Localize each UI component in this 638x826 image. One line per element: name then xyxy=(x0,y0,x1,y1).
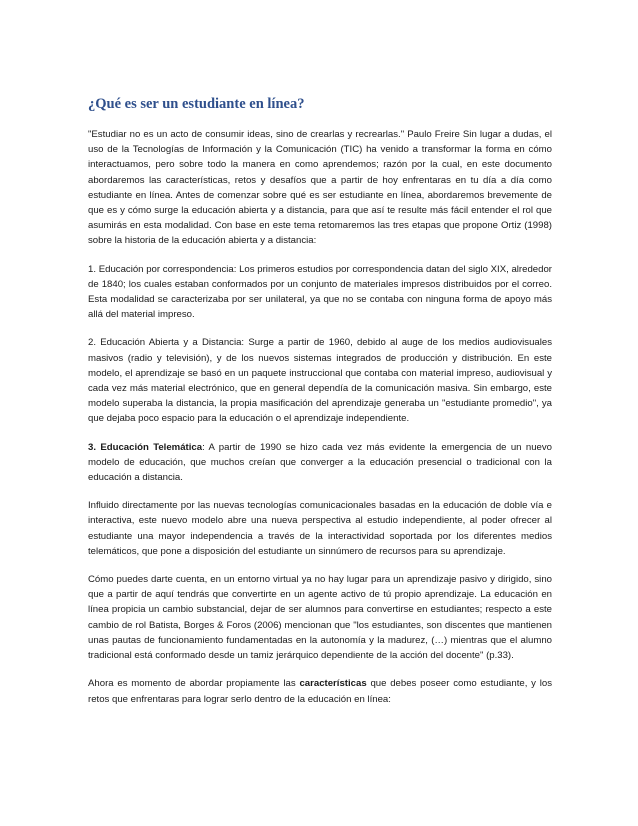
document-page xyxy=(88,95,552,720)
page-title: ¿Qué es ser un estudiante en línea? xyxy=(88,96,305,112)
closing-text-after: que debes poseer como estudiante, y los retos que enfrentaras para lograr serlo dentro de la educación en línea: xyxy=(88,678,552,705)
stage-telematic-text: : A partir de 1990 se hizo cada vez más evidente la emergencia de un nuevo modelo de educación, que muchos creían que converger a la educación presencial o tradicional con la educación a distancia. xyxy=(88,441,552,484)
stage-correspondence-paragraph: 1. Educación por correspondencia: Los primeros estudios por correspondencia datan del siglo XIX, alrededor de 1840; los cuales estaban conformados por un conjunto de materiales impresos distribuidos por el correo. Esta modalidad se caracterizaba por ser unilateral, ya que no se contaba con ninguna forma de apoyo más allá del material impreso. xyxy=(88,263,552,321)
stage-distance-paragraph: 2. Educación Abierta y a Distancia: Surge a partir de 1960, debido al auge de los medios audiovisuales masivos (radio y televisión), y de los nuevos sistemas integrados de producción y distribución. En este modelo, el aprendizaje se basó en un paquete instruccional que contaba con material impreso, audiovisual y cada vez más material electrónico, que en general dependía de la comunicación masiva. Sin embargo, este modelo superaba la distancia, la propia masificación del aprendizaje generaba un "estudiante promedio", ya que dejaba poco espacio para la educación o el aprendizaje independiente. xyxy=(88,337,552,425)
intro-paragraph: "Estudiar no es un acto de consumir ideas, sino de crearlas y recrearlas." Paulo Freire Sin lugar a dudas, el uso de la Tecnologías de Información y la Comunicación (TIC) ha venido a transformar la forma en cómo interactuamos, pero sobre todo la manera en como aprendemos; razón por la cual, en este documento abordaremos las características, retos y desafíos que a partir de hoy enfrentaras en tu día a día como estudiante en línea. Antes de comenzar sobre qué es ser estudiante en línea, abordaremos brevemente de que es y cómo surge la educación abierta y a distancia, para que así te resulte más fácil entender el rol que asumirás en esta modalidad. Con base en este tema retomaremos las tres etapas que propone Ortiz (1998) sobre la historia de la educación abierta y a distancia: xyxy=(88,129,552,247)
stage-telematic-paragraph xyxy=(88,440,552,486)
characteristics-keyword: características xyxy=(299,678,367,690)
influence-paragraph: Influido directamente por las nuevas tecnologías comunicacionales basadas en la educación de doble vía e interactiva, este nuevo modelo abre una nueva perspectiva al estudio independiente, al poder ofrecer al estudiante una mayor independencia a través de la interactividad soportada por los diferentes medios telemáticos, que pone a disposición del estudiante un sinnúmero de recursos para su aprendizaje. xyxy=(88,500,552,557)
closing-text-before: Ahora es momento de abordar propiamente las xyxy=(88,678,300,690)
role-change-paragraph: Cómo puedes darte cuenta, en un entorno virtual ya no hay lugar para un aprendizaje pasivo y dirigido, sino que a partir de aquí tendrás que convertirte en un agente activo de tú propio aprendizaje. La educación en línea propicia un cambio substancial, dejar de ser alumnos para convertirse en estudiantes; respecto a este cambio de rol Batista, Borges & Foros (2006) mencionan que "los estudiantes, son discentes que mantienen unas pautas de funcionamiento fundamentadas en la autonomía y la madurez, (…) mientras que el alumno tradicional está conformado desde un tamiz jerárquico dependiente de la acción del docente" (p.33). xyxy=(88,574,552,662)
closing-paragraph xyxy=(88,676,552,706)
stage-telematic-title: 3. Educación Telemática xyxy=(88,441,203,453)
